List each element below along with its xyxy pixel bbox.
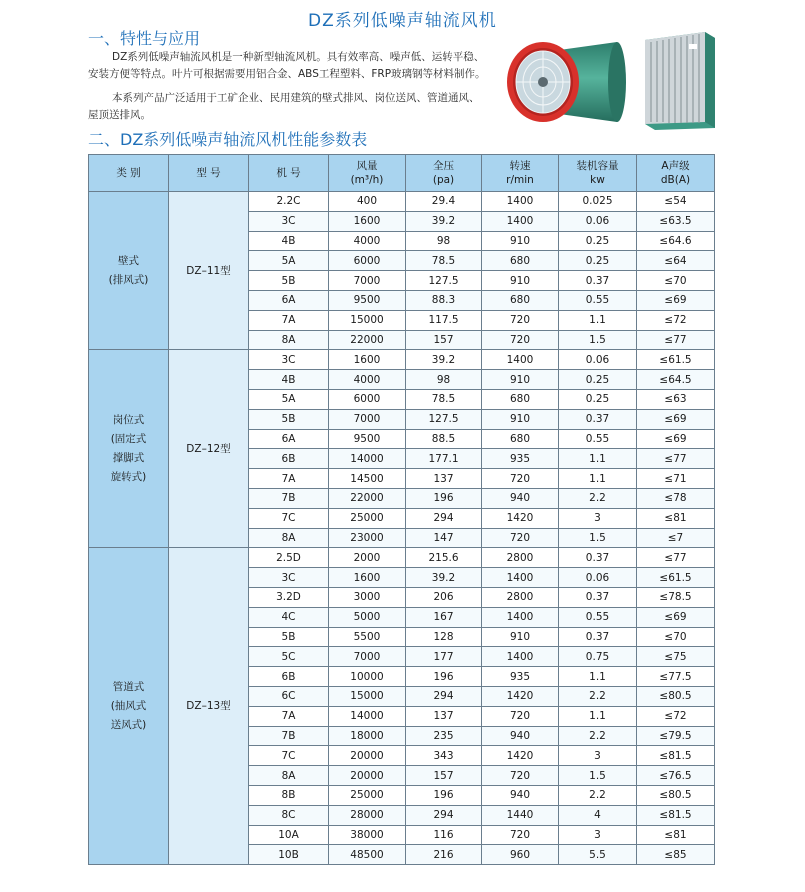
pressure-cell: 177.1 <box>406 449 482 469</box>
speed-cell: 720 <box>482 310 559 330</box>
machine-no-cell: 2.5D <box>249 548 329 568</box>
power-cell: 3 <box>559 508 637 528</box>
pressure-cell: 98 <box>406 370 482 390</box>
machine-no-cell: 7C <box>249 746 329 766</box>
speed-cell: 910 <box>482 370 559 390</box>
category-cell <box>89 192 169 350</box>
noise-cell: ≤63 <box>637 389 715 409</box>
airflow-cell: 7000 <box>329 271 406 291</box>
pressure-cell: 196 <box>406 785 482 805</box>
speed-cell: 1400 <box>482 211 559 231</box>
machine-no-cell: 7B <box>249 726 329 746</box>
speed-cell: 1420 <box>482 508 559 528</box>
noise-cell: ≤61.5 <box>637 350 715 370</box>
intro-paragraph-line: DZ系列低噪声轴流风机是一种新型轴流风机。具有效率高、噪声低、运转平稳、 <box>112 51 485 63</box>
pressure-cell: 294 <box>406 508 482 528</box>
noise-cell: ≤80.5 <box>637 785 715 805</box>
machine-no-cell: 6C <box>249 686 329 706</box>
performance-parameter-table <box>88 154 715 865</box>
speed-cell: 935 <box>482 449 559 469</box>
machine-no-cell: 7B <box>249 488 329 508</box>
power-cell: 1.1 <box>559 469 637 489</box>
airflow-cell: 15000 <box>329 310 406 330</box>
airflow-cell: 22000 <box>329 330 406 350</box>
power-cell: 1.1 <box>559 667 637 687</box>
airflow-cell: 6000 <box>329 251 406 271</box>
airflow-cell: 1600 <box>329 350 406 370</box>
header-speed: 转速 r/min <box>482 155 559 192</box>
airflow-cell: 20000 <box>329 766 406 786</box>
noise-cell: ≤81.5 <box>637 746 715 766</box>
machine-no-cell: 4B <box>249 231 329 251</box>
speed-cell: 960 <box>482 845 559 865</box>
airflow-cell: 48500 <box>329 845 406 865</box>
pressure-cell: 196 <box>406 488 482 508</box>
category-cell <box>89 350 169 548</box>
pressure-cell: 128 <box>406 627 482 647</box>
machine-no-cell: 7A <box>249 706 329 726</box>
header-power: 装机容量 kw <box>559 155 637 192</box>
airflow-cell: 1600 <box>329 568 406 588</box>
noise-cell: ≤64 <box>637 251 715 271</box>
box-fan-image <box>635 30 717 130</box>
noise-cell: ≤77 <box>637 330 715 350</box>
noise-cell: ≤85 <box>637 845 715 865</box>
pressure-cell: 137 <box>406 469 482 489</box>
machine-no-cell: 6B <box>249 449 329 469</box>
power-cell: 0.55 <box>559 607 637 627</box>
category-cell <box>89 548 169 865</box>
noise-cell: ≤64.5 <box>637 370 715 390</box>
pressure-cell: 127.5 <box>406 271 482 291</box>
noise-cell: ≤75 <box>637 647 715 667</box>
speed-cell: 720 <box>482 766 559 786</box>
power-cell: 0.06 <box>559 211 637 231</box>
machine-no-cell: 5A <box>249 389 329 409</box>
airflow-cell: 2000 <box>329 548 406 568</box>
model-cell: DZ–13型 <box>169 548 249 865</box>
power-cell: 1.5 <box>559 766 637 786</box>
airflow-cell: 5500 <box>329 627 406 647</box>
speed-cell: 1440 <box>482 805 559 825</box>
axial-fan-image <box>505 34 631 130</box>
machine-no-cell: 7A <box>249 469 329 489</box>
machine-no-cell: 8A <box>249 766 329 786</box>
noise-cell: ≤79.5 <box>637 726 715 746</box>
machine-no-cell: 3.2D <box>249 587 329 607</box>
speed-cell: 680 <box>482 290 559 310</box>
airflow-cell: 1600 <box>329 211 406 231</box>
category-label-line: 壁式 <box>118 254 139 267</box>
machine-no-cell: 10A <box>249 825 329 845</box>
noise-cell: ≤77 <box>637 449 715 469</box>
speed-cell: 1400 <box>482 607 559 627</box>
category-label-line: (固定式 <box>110 432 147 445</box>
noise-cell: ≤81 <box>637 508 715 528</box>
pressure-cell: 29.4 <box>406 192 482 212</box>
pressure-cell: 235 <box>406 726 482 746</box>
intro-paragraph-line: 安装方便等特点。叶片可根据需要用铝合金、ABS工程塑料、FRP玻璃钢等材料制作。 <box>88 68 486 80</box>
noise-cell: ≤63.5 <box>637 211 715 231</box>
machine-no-cell: 7A <box>249 310 329 330</box>
speed-cell: 720 <box>482 330 559 350</box>
speed-cell: 1420 <box>482 746 559 766</box>
speed-cell: 940 <box>482 488 559 508</box>
speed-cell: 720 <box>482 528 559 548</box>
power-cell: 3 <box>559 746 637 766</box>
pressure-cell: 116 <box>406 825 482 845</box>
noise-cell: ≤71 <box>637 469 715 489</box>
machine-no-cell: 4C <box>249 607 329 627</box>
model-cell: DZ–11型 <box>169 192 249 350</box>
machine-no-cell: 5B <box>249 271 329 291</box>
speed-cell: 680 <box>482 389 559 409</box>
speed-cell: 1400 <box>482 192 559 212</box>
noise-cell: ≤69 <box>637 607 715 627</box>
speed-cell: 935 <box>482 667 559 687</box>
airflow-cell: 14000 <box>329 449 406 469</box>
power-cell: 1.1 <box>559 706 637 726</box>
speed-cell: 1400 <box>482 647 559 667</box>
airflow-cell: 4000 <box>329 231 406 251</box>
pressure-cell: 294 <box>406 805 482 825</box>
speed-cell: 940 <box>482 726 559 746</box>
pressure-cell: 39.2 <box>406 350 482 370</box>
airflow-cell: 5000 <box>329 607 406 627</box>
airflow-cell: 25000 <box>329 508 406 528</box>
header-pressure: 全压 (pa) <box>406 155 482 192</box>
table-header <box>89 155 715 192</box>
category-label-line: (抽风式 <box>110 699 147 712</box>
airflow-cell: 18000 <box>329 726 406 746</box>
pressure-cell: 343 <box>406 746 482 766</box>
category-label-line: 管道式 <box>112 680 145 693</box>
pressure-cell: 167 <box>406 607 482 627</box>
machine-no-cell: 8C <box>249 805 329 825</box>
noise-cell: ≤64.6 <box>637 231 715 251</box>
speed-cell: 720 <box>482 825 559 845</box>
airflow-cell: 20000 <box>329 746 406 766</box>
machine-no-cell: 3C <box>249 211 329 231</box>
speed-cell: 680 <box>482 251 559 271</box>
document-title: DZ系列低噪声轴流风机 <box>308 11 497 31</box>
power-cell: 0.55 <box>559 290 637 310</box>
category-label-line: 送风式) <box>110 718 147 731</box>
pressure-cell: 88.3 <box>406 290 482 310</box>
speed-cell: 720 <box>482 469 559 489</box>
noise-cell: ≤77 <box>637 548 715 568</box>
machine-no-cell: 5B <box>249 627 329 647</box>
header-model: 型 号 <box>169 155 249 192</box>
power-cell: 2.2 <box>559 488 637 508</box>
section-title-features: 一、特性与应用 <box>88 29 201 48</box>
noise-cell: ≤72 <box>637 310 715 330</box>
power-cell: 0.37 <box>559 271 637 291</box>
power-cell: 0.25 <box>559 251 637 271</box>
power-cell: 0.025 <box>559 192 637 212</box>
airflow-cell: 25000 <box>329 785 406 805</box>
noise-cell: ≤81.5 <box>637 805 715 825</box>
noise-cell: ≤76.5 <box>637 766 715 786</box>
machine-no-cell: 8A <box>249 528 329 548</box>
model-cell: DZ–12型 <box>169 350 249 548</box>
airflow-cell: 14000 <box>329 706 406 726</box>
pressure-cell: 39.2 <box>406 568 482 588</box>
power-cell: 0.25 <box>559 389 637 409</box>
pressure-cell: 294 <box>406 686 482 706</box>
noise-cell: ≤54 <box>637 192 715 212</box>
pressure-cell: 215.6 <box>406 548 482 568</box>
machine-no-cell: 2.2C <box>249 192 329 212</box>
power-cell: 0.55 <box>559 429 637 449</box>
noise-cell: ≤69 <box>637 429 715 449</box>
category-label-line: 岗位式 <box>112 413 145 426</box>
airflow-cell: 7000 <box>329 647 406 667</box>
speed-cell: 2800 <box>482 587 559 607</box>
noise-cell: ≤78 <box>637 488 715 508</box>
category-label-line: (排风式) <box>108 273 149 286</box>
power-cell: 0.37 <box>559 548 637 568</box>
power-cell: 1.1 <box>559 310 637 330</box>
noise-cell: ≤70 <box>637 271 715 291</box>
airflow-cell: 7000 <box>329 409 406 429</box>
pressure-cell: 216 <box>406 845 482 865</box>
airflow-cell: 28000 <box>329 805 406 825</box>
category-label-line: 旋转式) <box>110 470 147 483</box>
machine-no-cell: 4B <box>249 370 329 390</box>
machine-no-cell: 8B <box>249 785 329 805</box>
pressure-cell: 78.5 <box>406 251 482 271</box>
pressure-cell: 157 <box>406 766 482 786</box>
machine-no-cell: 6B <box>249 667 329 687</box>
pressure-cell: 177 <box>406 647 482 667</box>
machine-no-cell: 3C <box>249 350 329 370</box>
header-airflow: 风量 (m³/h) <box>329 155 406 192</box>
machine-no-cell: 6A <box>249 429 329 449</box>
power-cell: 2.2 <box>559 686 637 706</box>
power-cell: 0.25 <box>559 231 637 251</box>
pressure-cell: 117.5 <box>406 310 482 330</box>
airflow-cell: 38000 <box>329 825 406 845</box>
airflow-cell: 22000 <box>329 488 406 508</box>
speed-cell: 1420 <box>482 686 559 706</box>
power-cell: 1.5 <box>559 528 637 548</box>
airflow-cell: 23000 <box>329 528 406 548</box>
power-cell: 0.25 <box>559 370 637 390</box>
power-cell: 2.2 <box>559 726 637 746</box>
machine-no-cell: 5B <box>249 409 329 429</box>
power-cell: 0.75 <box>559 647 637 667</box>
power-cell: 5.5 <box>559 845 637 865</box>
noise-cell: ≤70 <box>637 627 715 647</box>
noise-cell: ≤80.5 <box>637 686 715 706</box>
power-cell: 0.37 <box>559 409 637 429</box>
noise-cell: ≤69 <box>637 290 715 310</box>
speed-cell: 940 <box>482 785 559 805</box>
speed-cell: 1400 <box>482 568 559 588</box>
noise-cell: ≤7 <box>637 528 715 548</box>
noise-cell: ≤77.5 <box>637 667 715 687</box>
machine-no-cell: 10B <box>249 845 329 865</box>
speed-cell: 680 <box>482 429 559 449</box>
power-cell: 0.06 <box>559 350 637 370</box>
airflow-cell: 9500 <box>329 429 406 449</box>
section-title-parameters: 二、DZ系列低噪声轴流风机性能参数表 <box>88 130 368 149</box>
pressure-cell: 196 <box>406 667 482 687</box>
airflow-cell: 15000 <box>329 686 406 706</box>
noise-cell: ≤61.5 <box>637 568 715 588</box>
airflow-cell: 6000 <box>329 389 406 409</box>
machine-no-cell: 6A <box>249 290 329 310</box>
airflow-cell: 4000 <box>329 370 406 390</box>
machine-no-cell: 7C <box>249 508 329 528</box>
noise-cell: ≤72 <box>637 706 715 726</box>
table-row <box>89 350 715 370</box>
table-row <box>89 548 715 568</box>
power-cell: 0.06 <box>559 568 637 588</box>
category-label-line: 撑脚式 <box>112 451 145 464</box>
power-cell: 2.2 <box>559 785 637 805</box>
pressure-cell: 98 <box>406 231 482 251</box>
pressure-cell: 147 <box>406 528 482 548</box>
machine-no-cell: 3C <box>249 568 329 588</box>
pressure-cell: 78.5 <box>406 389 482 409</box>
pressure-cell: 39.2 <box>406 211 482 231</box>
speed-cell: 2800 <box>482 548 559 568</box>
airflow-cell: 9500 <box>329 290 406 310</box>
speed-cell: 910 <box>482 231 559 251</box>
noise-cell: ≤69 <box>637 409 715 429</box>
header-category: 类 别 <box>89 155 169 192</box>
power-cell: 0.37 <box>559 627 637 647</box>
application-paragraph-line: 本系列产品广泛适用于工矿企业、民用建筑的壁式排风、岗位送风、管道通风、 <box>112 92 480 104</box>
pressure-cell: 137 <box>406 706 482 726</box>
power-cell: 1.5 <box>559 330 637 350</box>
table-row <box>89 192 715 212</box>
pressure-cell: 157 <box>406 330 482 350</box>
noise-cell: ≤81 <box>637 825 715 845</box>
airflow-cell: 14500 <box>329 469 406 489</box>
airflow-cell: 400 <box>329 192 406 212</box>
pressure-cell: 127.5 <box>406 409 482 429</box>
speed-cell: 910 <box>482 627 559 647</box>
header-noise: A声级 dB(A) <box>637 155 715 192</box>
speed-cell: 720 <box>482 706 559 726</box>
machine-no-cell: 8A <box>249 330 329 350</box>
airflow-cell: 10000 <box>329 667 406 687</box>
speed-cell: 1400 <box>482 350 559 370</box>
power-cell: 4 <box>559 805 637 825</box>
power-cell: 1.1 <box>559 449 637 469</box>
pressure-cell: 206 <box>406 587 482 607</box>
machine-no-cell: 5C <box>249 647 329 667</box>
speed-cell: 910 <box>482 409 559 429</box>
power-cell: 0.37 <box>559 587 637 607</box>
application-paragraph-line: 屋顶送排风。 <box>88 109 151 121</box>
header-machine-no: 机 号 <box>249 155 329 192</box>
noise-cell: ≤78.5 <box>637 587 715 607</box>
machine-no-cell: 5A <box>249 251 329 271</box>
power-cell: 3 <box>559 825 637 845</box>
table-body <box>89 192 715 865</box>
airflow-cell: 3000 <box>329 587 406 607</box>
speed-cell: 910 <box>482 271 559 291</box>
pressure-cell: 88.5 <box>406 429 482 449</box>
